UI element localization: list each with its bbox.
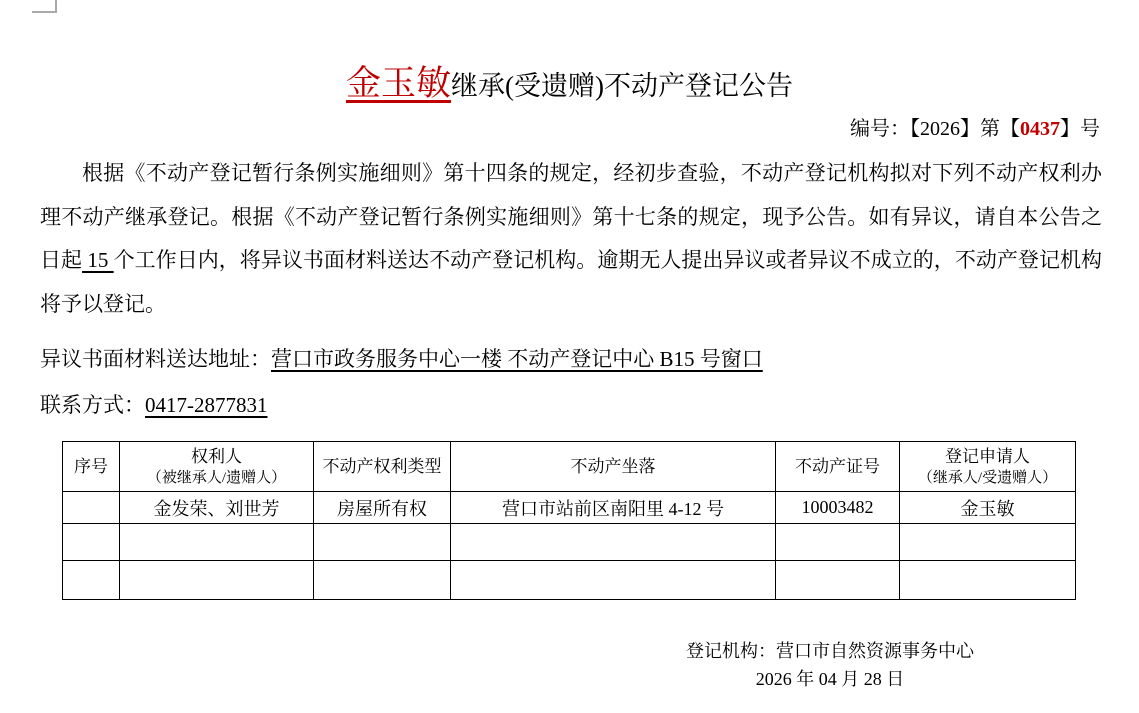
objection-address-value: 营口市政务服务中心一楼 不动产登记中心 B15 号窗口 (271, 347, 763, 371)
doc-number-suffix: 】号 (1060, 118, 1100, 140)
cell-serial-number (63, 561, 120, 600)
objection-address-line (40, 343, 763, 373)
doc-number-prefix: 编号：【2026】第【 (850, 118, 1020, 140)
cell-rights-holder (120, 524, 314, 561)
table-row (63, 492, 1076, 524)
doc-number-line (0, 112, 1100, 141)
body-text-before-days: 根据《不动产登记暂行条例实施细则》第十四条的规定，经初步查验，不动产登记机构拟对下列不动产权利办理不动产继承登记。根据《不动产登记暂行条例实施细则》第十七条的规定，现予公告。如有异议，请自本公告之日起 (40, 161, 1102, 272)
body-text-after-days: 个工作日内，将异议书面材料送达不动产登记机构。逾期无人提出异议或者异议不成立的，不动产登记机构将予以登记。 (40, 248, 1103, 316)
header-property-location: 不动产坐落 (451, 442, 776, 492)
cell-applicant (900, 561, 1076, 600)
header-serial-number: 序号 (63, 442, 120, 492)
property-registration-table (62, 441, 1076, 600)
cell-right-type (314, 561, 451, 600)
cell-certificate-number: 10003482 (776, 492, 900, 524)
cell-serial-number (63, 492, 120, 524)
cell-property-location (451, 524, 776, 561)
title-text: 继承(受遗赠)不动产登记公告 (451, 71, 793, 101)
header-certificate-number: 不动产证号 (776, 442, 900, 492)
notice-date-line: 2026 年 04 月 28 日 (755, 669, 905, 689)
table-row (63, 561, 1076, 600)
contact-line (40, 389, 268, 419)
doc-number-value: 0437 (1020, 118, 1060, 140)
objection-days-value: 15 (82, 248, 114, 272)
objection-address-label: 异议书面材料送达地址： (40, 347, 271, 371)
cell-right-type: 房屋所有权 (314, 492, 451, 524)
contact-label: 联系方式： (40, 393, 145, 417)
margin-corner-mark (32, 0, 57, 13)
header-rights-holder: 权利人 （被继承人/遗赠人） (120, 442, 314, 492)
title-applicant-name: 金玉敏 (346, 64, 452, 103)
contact-phone-value: 0417-2877831 (145, 393, 268, 417)
cell-property-location (451, 561, 776, 600)
cell-serial-number (63, 524, 120, 561)
cell-certificate-number (776, 524, 900, 561)
registration-agency-line: 登记机构：营口市自然资源事务中心 (686, 641, 974, 661)
cell-rights-holder: 金发荣、刘世芳 (120, 492, 314, 524)
cell-rights-holder (120, 561, 314, 600)
notice-body-paragraph (40, 152, 1102, 326)
footer (610, 637, 1050, 693)
table-row (63, 524, 1076, 561)
page-title (0, 56, 1139, 106)
cell-property-location: 营口市站前区南阳里 4-12 号 (451, 492, 776, 524)
header-right-type: 不动产权利类型 (314, 442, 451, 492)
cell-certificate-number (776, 561, 900, 600)
header-applicant: 登记申请人 （继承人/受遗赠人） (900, 442, 1076, 492)
cell-applicant (900, 524, 1076, 561)
table-header-row (63, 442, 1076, 492)
cell-right-type (314, 524, 451, 561)
cell-applicant: 金玉敏 (900, 492, 1076, 524)
